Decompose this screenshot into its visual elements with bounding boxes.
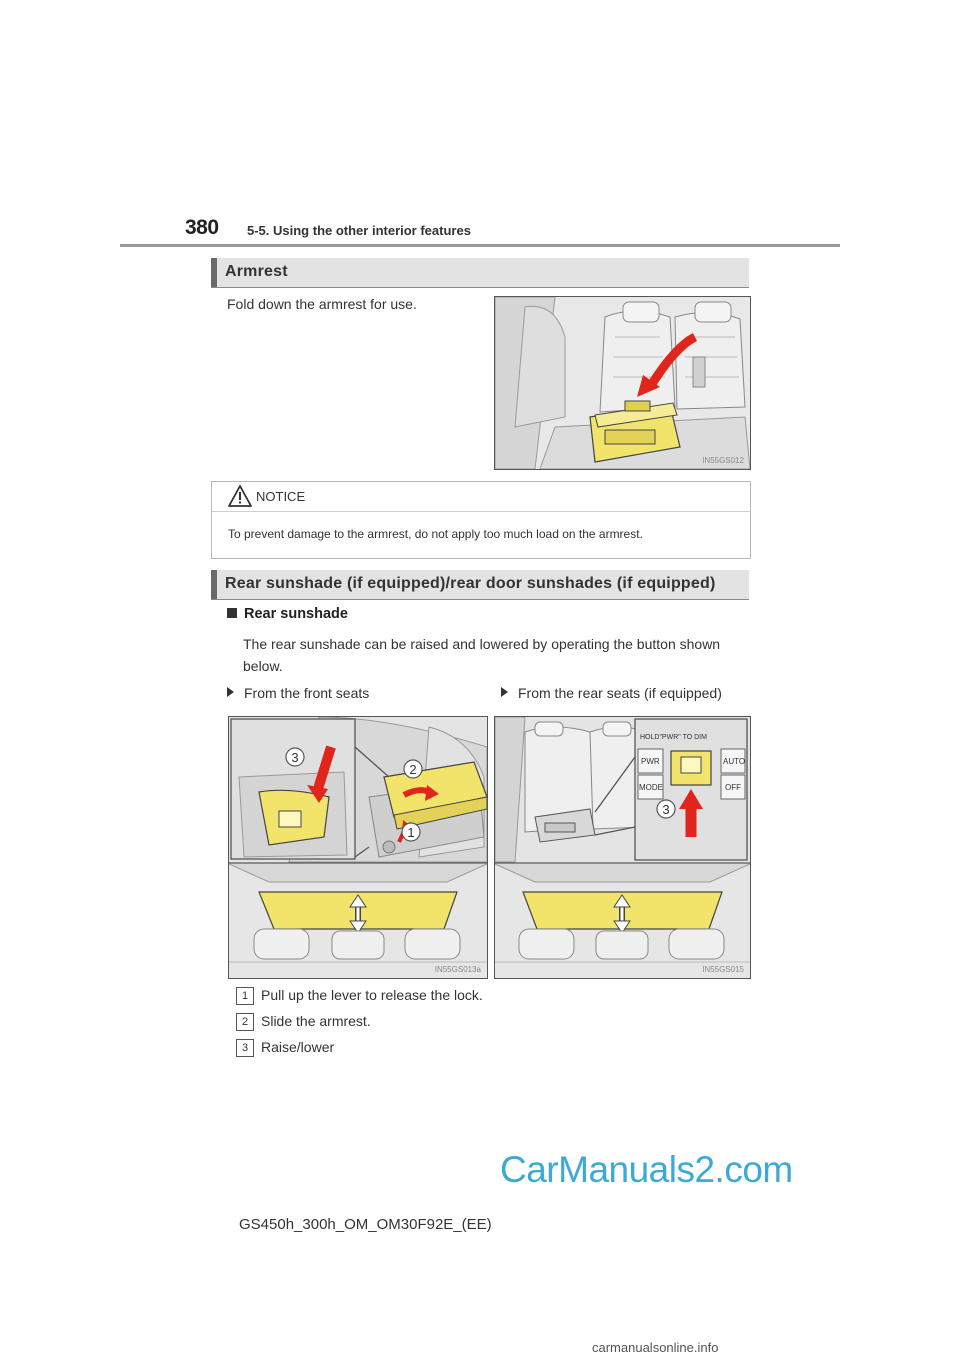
step-number-2: 2	[236, 1013, 254, 1031]
notice-box	[211, 481, 751, 559]
section-marker	[211, 570, 217, 599]
armrest-illustration	[495, 297, 750, 469]
armrest-instruction: Fold down the armrest for use.	[227, 296, 417, 312]
step-text-3: Raise/lower	[261, 1039, 335, 1055]
triangle-bullet-icon	[227, 687, 234, 697]
watermark-logo: CarManuals2.com	[500, 1149, 793, 1190]
step-text-2: Slide the armrest.	[261, 1013, 371, 1029]
notice-header	[212, 482, 750, 512]
panel-hold-label: HOLD"PWR" TO DIM	[640, 734, 707, 741]
subheading-text: Rear sunshade	[244, 606, 348, 622]
section-title-sunshade: Rear sunshade (if equipped)/rear door sunshades (if equipped)	[225, 575, 716, 592]
square-bullet-icon	[227, 608, 237, 618]
caption-front-seats	[227, 685, 369, 701]
running-header: 5-5. Using the other interior features	[247, 223, 471, 238]
sunshade-description: The rear sunshade can be raised and lowered by operating the button shown below.	[243, 636, 721, 674]
notice-title: NOTICE	[256, 489, 306, 504]
step-number-1: 1	[236, 987, 254, 1005]
panel-auto-label: AUTO	[723, 757, 746, 766]
panel-off-label: OFF	[725, 783, 741, 792]
rear-seats-figure	[494, 716, 751, 979]
section-marker	[211, 258, 217, 287]
panel-pwr-label: PWR	[641, 757, 660, 766]
watermark-small: carmanualsonline.info	[592, 1340, 719, 1355]
svg-text:2: 2	[409, 762, 417, 777]
svg-text:3: 3	[662, 802, 670, 817]
notice-text: To prevent damage to the armrest, do not apply too much load on the armrest.	[228, 527, 643, 541]
panel-mode-label: MODE	[639, 783, 663, 792]
footer-model-code: GS450h_300h_OM_OM30F92E_(EE)	[239, 1216, 492, 1233]
front-seats-illustration	[229, 717, 487, 978]
figure-code: IN55GS012	[702, 456, 744, 465]
front-seats-figure	[228, 716, 488, 979]
warning-icon	[228, 485, 252, 507]
figure-code: IN55GS015	[702, 965, 744, 974]
triangle-bullet-icon	[501, 687, 508, 697]
svg-text:3: 3	[291, 750, 299, 765]
caption-text: From the front seats	[244, 685, 370, 701]
header-rule	[120, 244, 840, 247]
section-header-armrest	[211, 258, 749, 288]
page-number: 380	[185, 216, 219, 239]
step-text-1: Pull up the lever to release the lock.	[261, 987, 483, 1003]
subheading-rear-sunshade	[227, 606, 348, 622]
rear-seats-illustration	[495, 717, 750, 978]
caption-text: From the rear seats (if equipped)	[518, 685, 722, 701]
section-header-sunshade	[211, 570, 749, 600]
step-number-3: 3	[236, 1039, 254, 1057]
caption-rear-seats	[501, 685, 722, 701]
armrest-figure	[494, 296, 751, 470]
section-title-armrest: Armrest	[225, 263, 288, 280]
svg-text:1: 1	[407, 825, 415, 840]
figure-code: IN55GS013a	[434, 965, 481, 974]
